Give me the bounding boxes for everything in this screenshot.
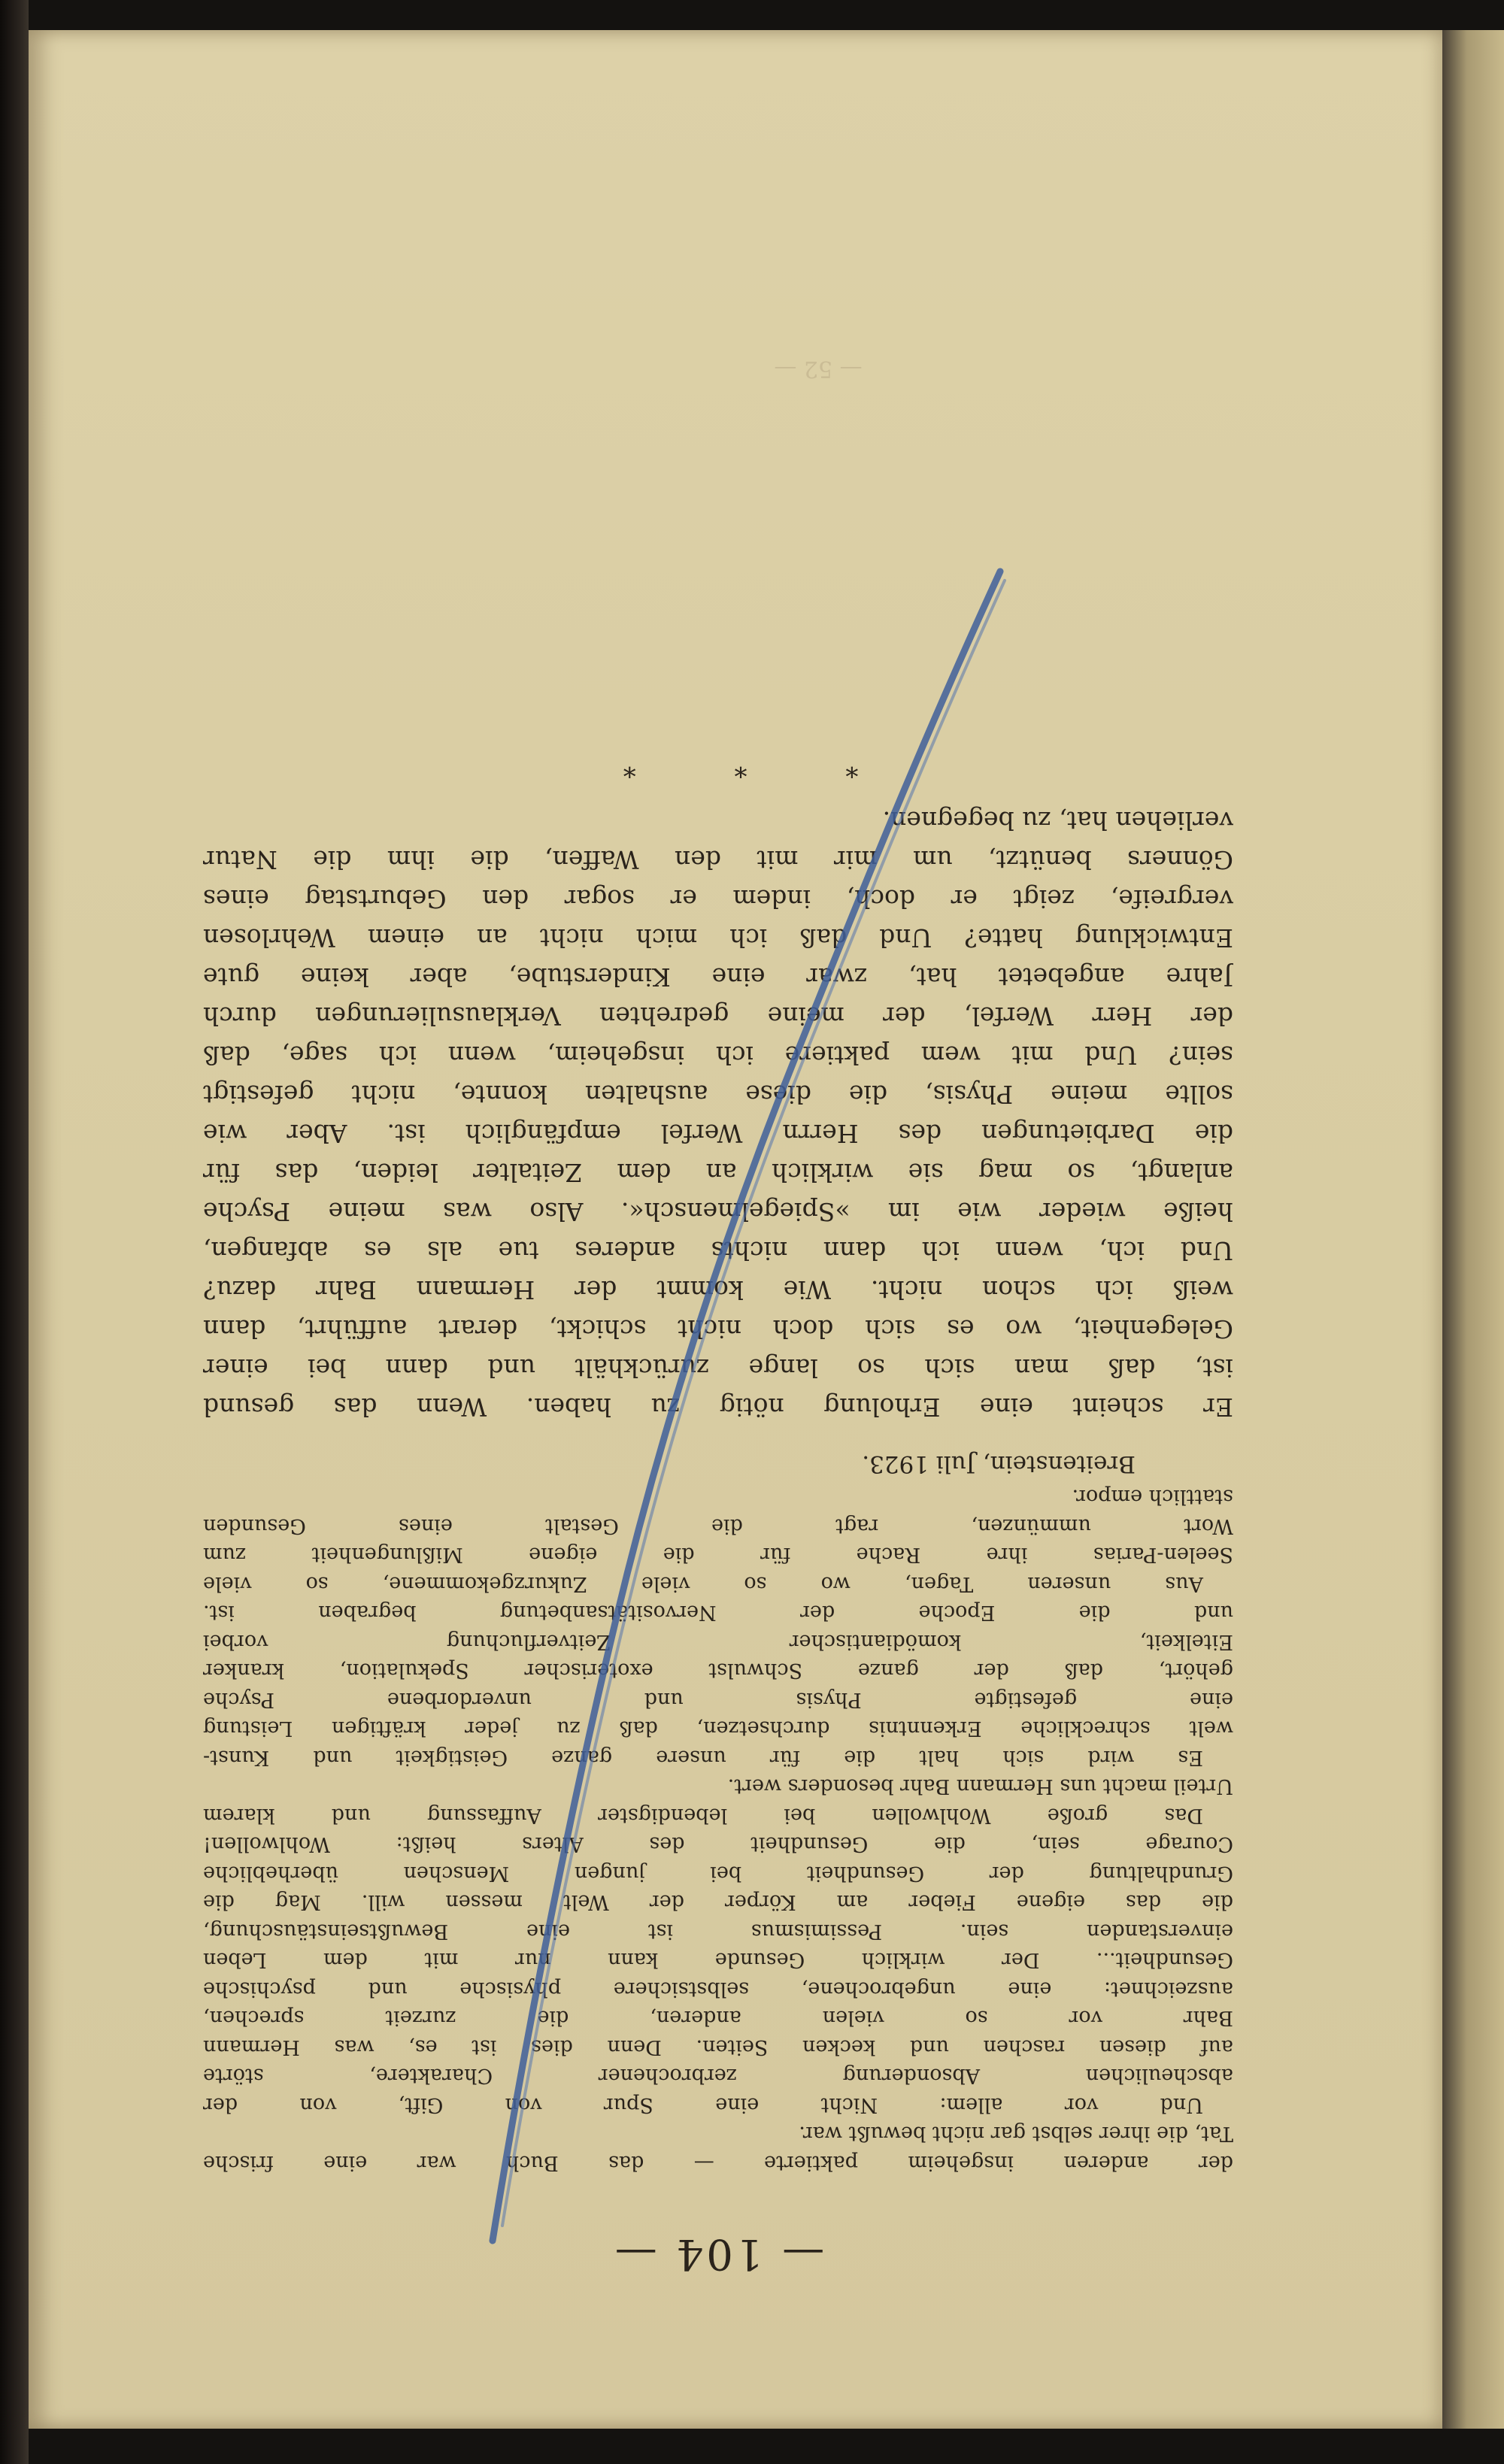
text-line: Urteil macht uns Hermann Bahr besonders wert. xyxy=(727,1775,1233,1799)
text-line: ist, daß man sich so lange zurückhält und dann bei einer xyxy=(203,1353,1233,1383)
text-line: Das große Wohlwollen bei lebendigster Auffassung und klarem xyxy=(203,1804,1203,1827)
signature-line: Breitenstein, Juli 1923. xyxy=(862,1450,1136,1477)
text-line: verliehen hat, zu begegnen. xyxy=(882,806,1233,835)
text-line: auf diesen raschen und kecken Seiten. Denn dies ist es, was Hermann xyxy=(203,2035,1233,2059)
response-paragraph-block xyxy=(203,801,1233,1426)
show-through-text xyxy=(480,353,1157,383)
text-line: Seelen-Parias ihre Rache für die eigene Mißlungenheit zum xyxy=(203,1543,1233,1567)
text-line: auszeichnet: eine ungebrochene, selbstsichere physische und psychische xyxy=(203,1978,1233,2001)
review-paragraph-block xyxy=(203,1482,1233,2177)
ghost-page-number: — 52 — xyxy=(774,356,863,382)
text-line: heiße wieder wie im »Spiegelmensch«. Also was meine Psyche xyxy=(203,1197,1233,1226)
text-line: Und ich, wenn ich dann nichts anderes tue als es abfangen, xyxy=(203,1236,1233,1265)
next-page-edge xyxy=(1442,30,1504,2429)
text-line: weiß ich schon nicht. Wie kommt der Hermann Bahr dazu? xyxy=(203,1275,1233,1305)
text-line: welt schreckliche Erkenntnis durchsetzen, daß zu jeder kräftigen Leistung xyxy=(203,1717,1233,1741)
text-line: Bahr vor so vielen anderen, die zurzeit sprechen, xyxy=(203,2006,1233,2030)
text-line: Tat, die ihrer selbst gar nicht bewußt war. xyxy=(799,2122,1233,2146)
text-line: Und vor allem: Nicht eine Spur von Gift, von der xyxy=(203,2093,1203,2117)
text-line: stattlich empor. xyxy=(1072,1485,1233,1509)
text-line: sein? Und mit wem paktiere ich insgeheim, wenn ich sage, daß xyxy=(203,1041,1233,1070)
text-line: Gesundheit... Der wirklich Gesunde kann nur mit dem Leben xyxy=(203,1948,1233,1972)
text-line: Es wird sich halt die für unsere ganze Geistigkeit und Kunst- xyxy=(203,1746,1203,1769)
text-line: vergreife, zeigt er doch, indem er sogar den Geburtstag eines xyxy=(203,884,1233,914)
text-line: eine gefestigte Physis und unverdorbene Psyche xyxy=(203,1688,1233,1711)
text-line: Courage sein, die Gesundheit des Alters heißt: Wohlwollen! xyxy=(203,1832,1233,1856)
text-line: gehört, daß der ganze Schwulst exoterischer Spekulation, kranker xyxy=(203,1659,1233,1683)
text-line: sollte meine Physis, die diese aushalten konnte, nicht gefestigt xyxy=(203,1080,1233,1109)
text-line: Er scheint eine Erholung nötig zu haben. Wenn das gesund xyxy=(203,1393,1233,1422)
text-line: Entwicklung hatte? Und daß ich mich nicht an einem Wehrlosen xyxy=(203,923,1233,953)
text-line: anlangt, so mag sie wirklich an dem Zeitalter leiden, das für xyxy=(203,1158,1233,1187)
text-line: Wort ummünzen, ragt die Gestalt eines Gesunden xyxy=(203,1514,1233,1538)
text-line: Eitelkeit, komödiantischer Zeitverfluchung vorbei xyxy=(203,1630,1233,1653)
text-line: abscheulichen Absonderung zerbrochener Charaktere, störte xyxy=(203,2064,1233,2088)
text-line: Jahre angebetet hat, zwar eine Kinderstube, aber keine gute xyxy=(203,962,1233,992)
text-line: der Herr Werfel, der meine gedrehten Verklausulierungen durch xyxy=(203,1002,1233,1031)
text-line: die das eigene Fieber am Körper der Welt messen will. Mag die xyxy=(203,1890,1233,1914)
text-line: der anderen insgeheim paktierte — das Buch war eine frische xyxy=(203,2151,1233,2175)
text-line: Gönners benützt, um mir mit den Waffen, die ihm die Natur xyxy=(203,845,1233,874)
section-stars: * * * xyxy=(578,753,859,783)
text-line: Gelegenheit, wo es sich doch nicht schickt, derart aufführt, dann xyxy=(203,1314,1233,1344)
text-line: einverstanden sein. Pessimismus ist eine Bewußtseinstäuschung, xyxy=(203,1920,1233,1943)
text-line: Grundhaltung der Gesundheit bei jungen Menschen überhebliche xyxy=(203,1862,1233,1885)
book-spine-edge xyxy=(0,0,29,2464)
text-line: und die Epoche der Nervositätsanbetung begraben ist. xyxy=(203,1601,1233,1625)
text-line: die Darbietungen des Herrn Werfel empfänglich ist. Aber wie xyxy=(203,1119,1233,1148)
page-number: — 104 — xyxy=(611,2229,825,2278)
printed-content-upside-down xyxy=(203,526,1233,2278)
text-line: Aus unseren Tagen, wo so viele Zukurzgekommene, so viele xyxy=(203,1572,1203,1596)
